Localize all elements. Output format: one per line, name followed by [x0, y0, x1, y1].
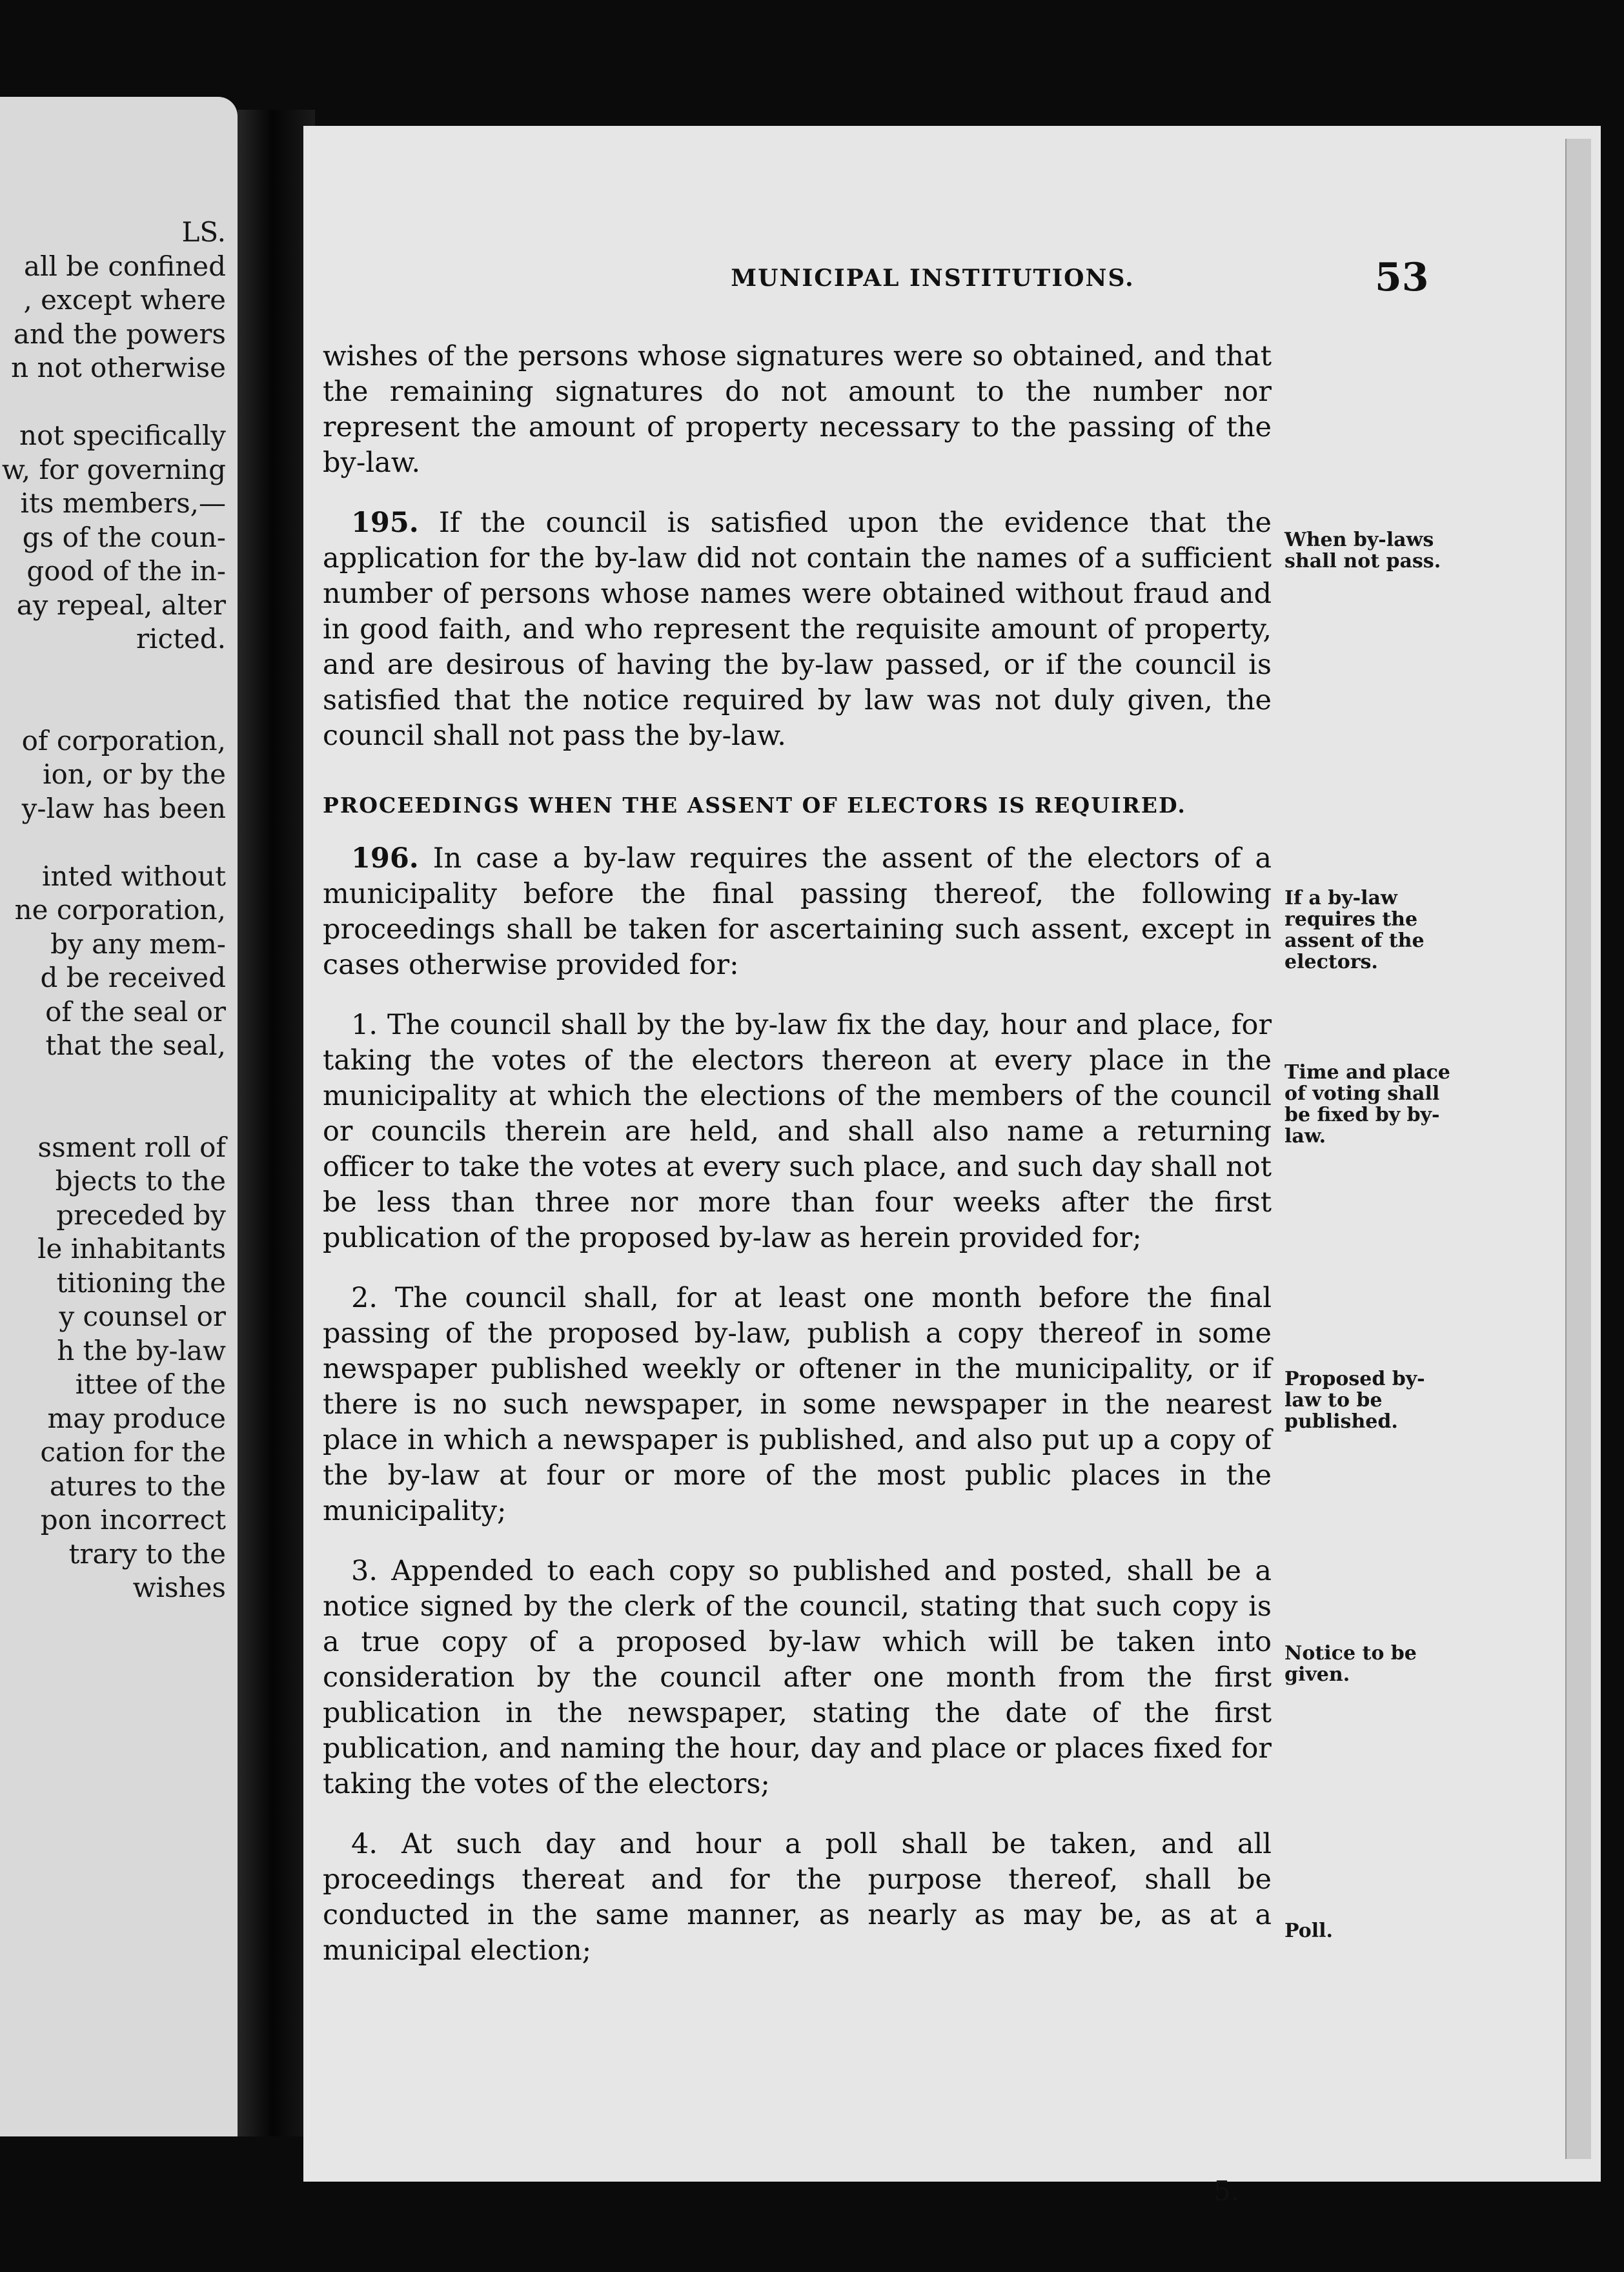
left-facing-page: [0, 97, 238, 2136]
list-item: 2. The council shall, for at least one month before the final passing of the proposed by-law, publish a copy thereof in some newspaper published weekly or oftener in the municipality, or if there is no such newspaper, in some newspaper in the nearest place in which a newspaper is published, and also put up a copy of the by-law at four or more of the most public places in the municipality;: [323, 1282, 1272, 1527]
continuation-paragraph: wishes of the persons whose signatures were so obtained, and that the remaining signatures do not amount to the number nor represent the amount of property necessary to the passing of the by-law.: [323, 340, 1272, 479]
page-number: 53: [1375, 255, 1429, 300]
left-page-line: all be confined: [23, 250, 226, 282]
margin-note: When by-laws shall not pass.: [1284, 529, 1441, 573]
left-page-line: ne corporation,: [14, 894, 226, 926]
left-page-line: ion, or by the: [43, 758, 226, 790]
left-page-line: n not otherwise: [11, 352, 226, 383]
section-number: 196.: [351, 842, 419, 875]
section-number: 195.: [351, 507, 419, 539]
left-page-line: LS.: [181, 216, 226, 248]
left-page-line: wishes: [132, 1572, 226, 1603]
section-196: [323, 841, 1272, 983]
left-page-line: d be received: [40, 962, 226, 993]
left-page-line: titioning the: [56, 1266, 226, 1299]
left-page-line: and the powers: [13, 318, 226, 350]
list-item: 4. At such day and hour a poll shall be taken, and all proceedings thereat and for the purpose thereof, shall be conducted in the same manner, as nearly as may be, as at a municipal election;: [323, 1828, 1272, 1967]
margin-note: Notice to be given.: [1284, 1642, 1417, 1686]
section-text: In case a by-law requires the assent of the electors of a municipality before the final passing thereof, the following proceedings shall be taken for ascertaining such assent, except in cases otherwise provided for:: [323, 842, 1272, 981]
left-page-line: cation for the: [40, 1436, 226, 1468]
section-heading: PROCEEDINGS WHEN THE ASSENT OF ELECTORS IS REQUIRED.: [323, 793, 1186, 818]
left-page-line: trary to the: [68, 1537, 226, 1570]
right-page: [303, 126, 1601, 2207]
margin-note: Poll.: [1284, 1920, 1333, 1942]
left-page-line: y counsel or: [59, 1301, 226, 1332]
left-page-line: of the seal or: [45, 995, 226, 1028]
main-text: [323, 339, 1272, 1969]
left-page-line: by any mem-: [50, 928, 226, 960]
left-page-line: ittee of the: [75, 1368, 226, 1400]
left-page-line: le inhabitants: [37, 1233, 226, 1264]
page-edge: [1565, 139, 1591, 2159]
section-195: [323, 505, 1272, 754]
catchword: 5.: [1213, 2175, 1240, 2207]
margin-note: Proposed by-law to be published.: [1284, 1368, 1425, 1433]
left-page-line: that the seal,: [45, 1030, 226, 1061]
list-item: 3. Appended to each copy so published and posted, shall be a notice signed by the clerk of the council, stating that such copy is a true copy of a proposed by-law which will be taken into consideration by the council after one month from the first publication in the newspaper, stating the date of the first publication, and naming the hour, day and place or places fixed for taking the votes of the electors;: [323, 1555, 1272, 1800]
left-page-line: bjects to the: [55, 1165, 226, 1197]
left-page-line: ricted.: [136, 623, 226, 654]
left-page-line: , except where: [23, 284, 226, 316]
left-page-line: good of the in-: [26, 555, 226, 587]
margin-note: If a by-law requires the assent of the electors.: [1284, 887, 1425, 973]
left-page-line: may produce: [47, 1402, 226, 1434]
left-page-line: preceded by: [56, 1199, 226, 1231]
left-page-line: atures to the: [49, 1470, 226, 1502]
left-page-line: ay repeal, alter: [16, 589, 226, 621]
left-page-line: gs of the coun-: [22, 521, 226, 553]
left-page-line: ssment roll of: [37, 1131, 226, 1163]
section-text: If the council is satisfied upon the evidence that the application for the by-law did not contain the names of a sufficient number of persons whose names were obtained without fraud and in good faith, and who represent the requisite amount of property, and are desirous of having the by-law passed, or if the council is satisfied that the notice required by law was not duly given, the council shall not pass the by-law.: [323, 507, 1272, 752]
left-page-line: h the by-law: [57, 1334, 226, 1366]
left-page-line: y-law has been: [21, 792, 226, 824]
list-item: 1. The council shall by the by-law fix the day, hour and place, for taking the votes of the electors thereon at every place in the municipality at which the elections of the members of the council or councils therein are held, and shall also name a returning officer to take the votes at every such place, and such day shall not be less than three nor more than four weeks after the first publication of the proposed by-law as herein provided for;: [323, 1009, 1272, 1254]
left-page-line: of corporation,: [21, 724, 226, 756]
margin-note: Time and place of voting shall be fixed by by-law.: [1284, 1061, 1450, 1148]
left-page-line: not specifically: [19, 420, 226, 451]
left-page-line: its members,—: [20, 487, 226, 519]
left-page-line: pon incorrect: [40, 1504, 226, 1536]
left-page-line: w, for governing: [1, 453, 226, 485]
running-header: MUNICIPAL INSTITUTIONS.: [731, 265, 1135, 292]
left-page-line: inted without: [42, 860, 226, 892]
